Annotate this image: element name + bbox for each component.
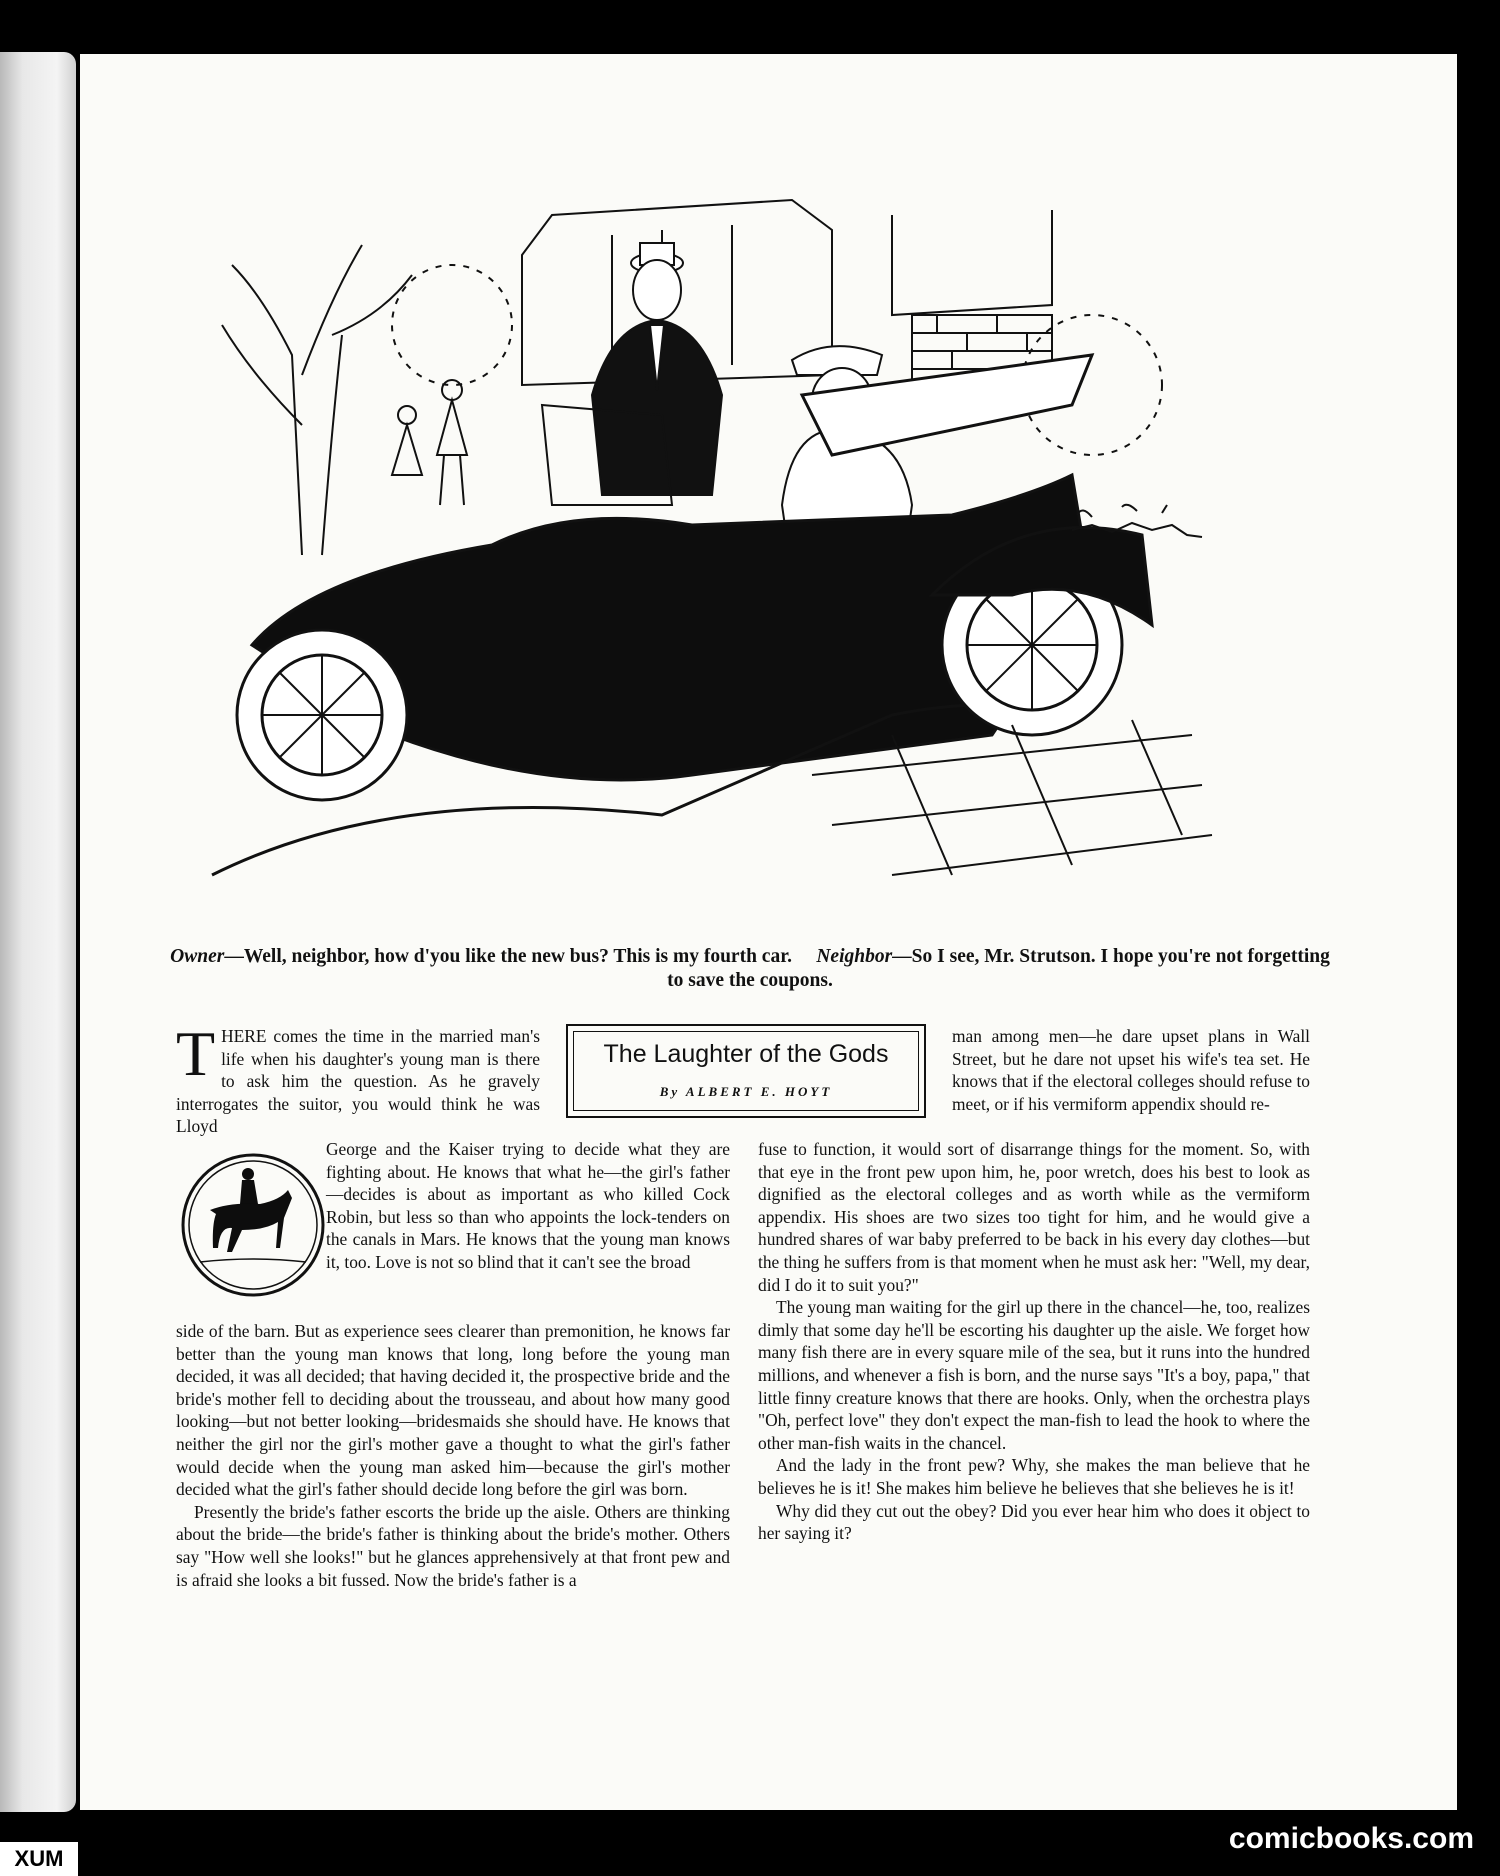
owner-label: Owner: [170, 946, 225, 967]
col1-indent-text: George and the Kaiser trying to decide what they are fighting about. He knows that what he—the girl's father—decides is about as important as who killed Cock Robin, but less so than who appoints the lock-tenders on the canals in Mars. He knows that the young man knows it, too. Love is not so blind that it can't see the broad: [326, 1139, 730, 1272]
col2-paragraph-2: The young man waiting for the girl up there in the chancel—he, too, realizes dimly that some day he'll be escorting his daughter up the aisle. We forget how many fish there are in every square mile of the sea, but it runs into the hundred millions, and whenever a fish is born, and the nurse says "It's a boy, papa," that little finny creature knows that there are hooks. Only, when the orchestra plays "Oh, perfect love" they don't expect the man-fish to lead the hook to where the other man-fish waits in the chancel.: [758, 1297, 1310, 1453]
column-2-top: [952, 1025, 1310, 1115]
left-page-edge: [0, 52, 76, 1812]
column-2-bottom: [758, 1138, 1310, 1545]
column-1-beside-medallion: [326, 1138, 730, 1274]
col1-paragraph-2: Presently the bride's father escorts the bride up the aisle. Others are thinking about the bride—the bride's father is thinking about the bride's mother. Others say "How well she looks!" but he glances apprehensively at that front pew and is afraid she looks a bit fussed. Now the bride's father is a: [176, 1501, 730, 1590]
title-box: [566, 1024, 926, 1118]
neighbor-label: Neighbor: [816, 946, 893, 967]
col1-top-text: HERE comes the time in the married man's life when his daughter's young man is there to ask him the question. As he gravely interrogates the suitor, you would think he was Lloyd: [176, 1026, 540, 1137]
car-cartoon-illustration: [192, 175, 1242, 930]
site-watermark: comicbooks.com: [1228, 1822, 1474, 1855]
illustration-caption: [160, 945, 1340, 993]
owner-line: —Well, neighbor, how d'you like the new bus? This is my fourth car.: [224, 946, 792, 967]
children-figures: [392, 380, 467, 505]
col1-paragraph-1-end: side of the barn. But as experience sees clearer than premonition, he knows far better than the young man knows that long, long before the young man decided, it was all decided; that having decided it, the prospective bride and the bride's mother fell to deciding about the trousseau, and about how many good looking—but not better looking—bridesmaids she should have. He knows that neither the girl nor the girl's mother gave a thought to what the girl's father would decide when the young man asked him—because the girl's mother decided what the girl's father should decide long before the girl was born.: [176, 1321, 730, 1500]
article-title: The Laughter of the Gods: [603, 1040, 889, 1068]
scan-tag: XUM: [0, 1842, 78, 1876]
article-byline: By ALBERT E. HOYT: [659, 1084, 833, 1099]
col2-continuation: fuse to function, it would sort of disarrange things for the moment. So, with that eye in the front pew upon him, he, poor wretch, does his best to look as dignified as the electoral colleges and as worth while as the vermiform appendix. His shoes are two sizes too tight for him, and he would give a hundred shares of war baby preferred to be back in his every day clothes—but the thing he suffers from is that moment when he must ask her: "Well, my dear, did I do it to suit you?": [758, 1139, 1310, 1295]
neighbor-line: —So I see, Mr. Strutson. I hope you're not forgetting to save the coupons.: [667, 946, 1330, 991]
col2-top-text: man among men—he dare upset plans in Wall Street, but he dare not upset his wife's tea set. He knows that if the electoral colleges should refuse to meet, or if his vermiform appendix should re-: [952, 1026, 1310, 1114]
column-1-top: [176, 1018, 540, 1138]
col2-paragraph-4: Why did they cut out the obey? Did you ever hear him who does it object to her saying it?: [758, 1500, 1310, 1544]
horse-rider-medallion: [180, 1152, 326, 1298]
col2-paragraph-3: And the lady in the front pew? Why, she makes the man believe that he believes he is it! She makes him believe he believes that she believes he is it!: [758, 1455, 1310, 1498]
drop-cap: T: [176, 1018, 216, 1089]
column-1-bottom: [176, 1320, 730, 1591]
